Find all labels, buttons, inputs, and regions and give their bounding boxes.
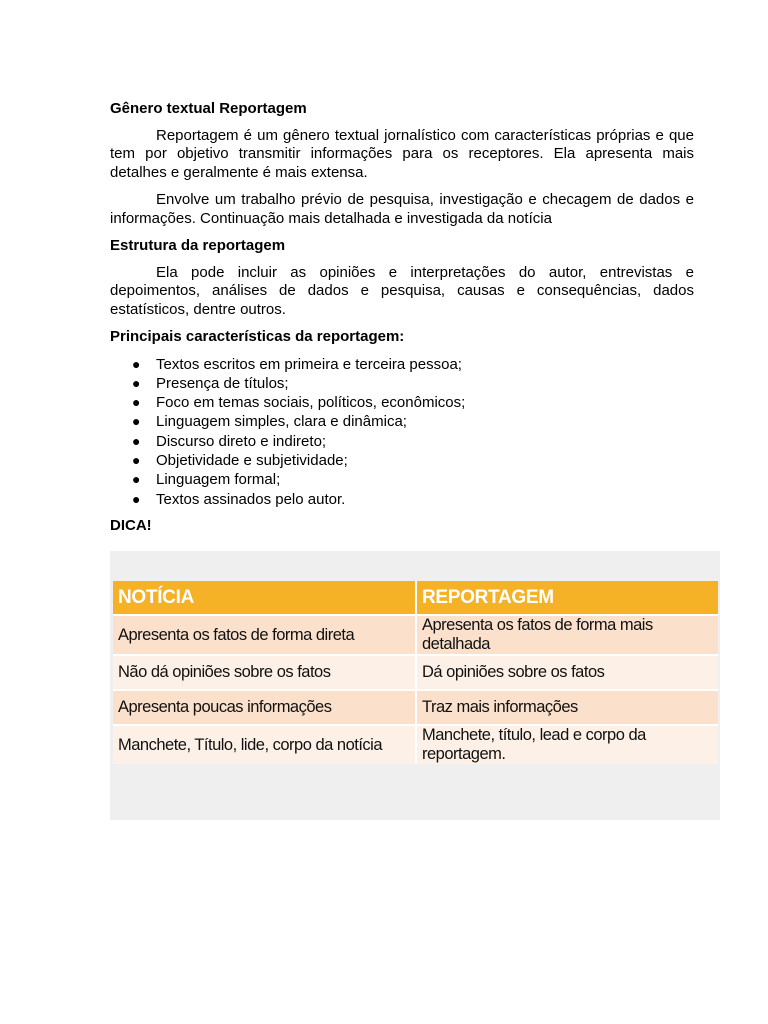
- table-cell: Apresenta poucas informações: [113, 689, 417, 724]
- table-row: [113, 614, 718, 654]
- intro-paragraph: Reportagem é um gênero textual jornalístico com características próprias e que tem por objetivo transmitir informações para os receptores. Ela apresenta mais detalhes e geralmente é mais extensa.: [110, 126, 694, 181]
- bullet-icon: ●: [132, 413, 141, 430]
- table-cell: Dá opiniões sobre os fatos: [417, 654, 718, 689]
- table-header-row: [113, 581, 718, 614]
- table-cell: Não dá opiniões sobre os fatos: [113, 654, 417, 689]
- table-header-noticia: NOTÍCIA: [113, 581, 417, 614]
- structure-heading: Estrutura da reportagem: [110, 237, 286, 254]
- bullet-icon: ●: [132, 394, 141, 411]
- list-item-text: Textos escritos em primeira e terceira pessoa;: [156, 355, 462, 373]
- characteristics-list: [110, 355, 694, 509]
- list-item: [110, 490, 694, 509]
- document-title: Gênero textual Reportagem: [110, 100, 307, 117]
- table-row: [113, 654, 718, 689]
- list-item: [110, 374, 694, 393]
- list-item: [110, 432, 694, 451]
- list-item-text: Foco em temas sociais, políticos, econômicos;: [156, 394, 466, 412]
- bullet-icon: ●: [132, 355, 141, 372]
- bullet-icon: ●: [132, 471, 141, 488]
- table-cell: Manchete, título, lead e corpo da reportagem.: [417, 724, 718, 764]
- structure-paragraph: Ela pode incluir as opiniões e interpretações do autor, entrevistas e depoimentos, análises de dados e pesquisa, causas e consequências, dados estatísticos, dentre outros.: [110, 263, 694, 318]
- list-item: [110, 451, 694, 470]
- list-item-text: Discurso direto e indireto;: [156, 432, 327, 450]
- table-row: [113, 689, 718, 724]
- list-item-text: Presença de títulos;: [156, 374, 289, 392]
- list-item: [110, 355, 694, 374]
- list-item-text: Objetividade e subjetividade;: [156, 451, 348, 469]
- comparison-table-image: [110, 551, 720, 820]
- tip-heading: DICA!: [110, 516, 152, 534]
- bullet-icon: ●: [132, 451, 141, 468]
- list-item-text: Linguagem formal;: [156, 471, 281, 489]
- table-cell: Apresenta os fatos de forma mais detalhada: [417, 614, 718, 654]
- characteristics-heading: Principais características da reportagem:: [110, 328, 405, 345]
- table-cell: Traz mais informações: [417, 689, 718, 724]
- table-cell: Apresenta os fatos de forma direta: [113, 614, 417, 654]
- table-cell: Manchete, Título, lide, corpo da notícia: [113, 724, 417, 764]
- bullet-icon: ●: [132, 374, 141, 391]
- list-item: [110, 412, 694, 431]
- document-page: [110, 100, 694, 543]
- comparison-table: [113, 581, 718, 764]
- table-row: [113, 724, 718, 764]
- list-item: [110, 393, 694, 412]
- bullet-icon: ●: [132, 432, 141, 449]
- second-paragraph: Envolve um trabalho prévio de pesquisa, investigação e checagem de dados e informações. Continuação mais detalhada e investigada da notícia: [110, 191, 694, 227]
- list-item: [110, 470, 694, 489]
- table-header-reportagem: REPORTAGEM: [417, 581, 718, 614]
- list-item-text: Linguagem simples, clara e dinâmica;: [156, 413, 407, 431]
- list-item-text: Textos assinados pelo autor.: [156, 490, 346, 508]
- bullet-icon: ●: [132, 490, 141, 507]
